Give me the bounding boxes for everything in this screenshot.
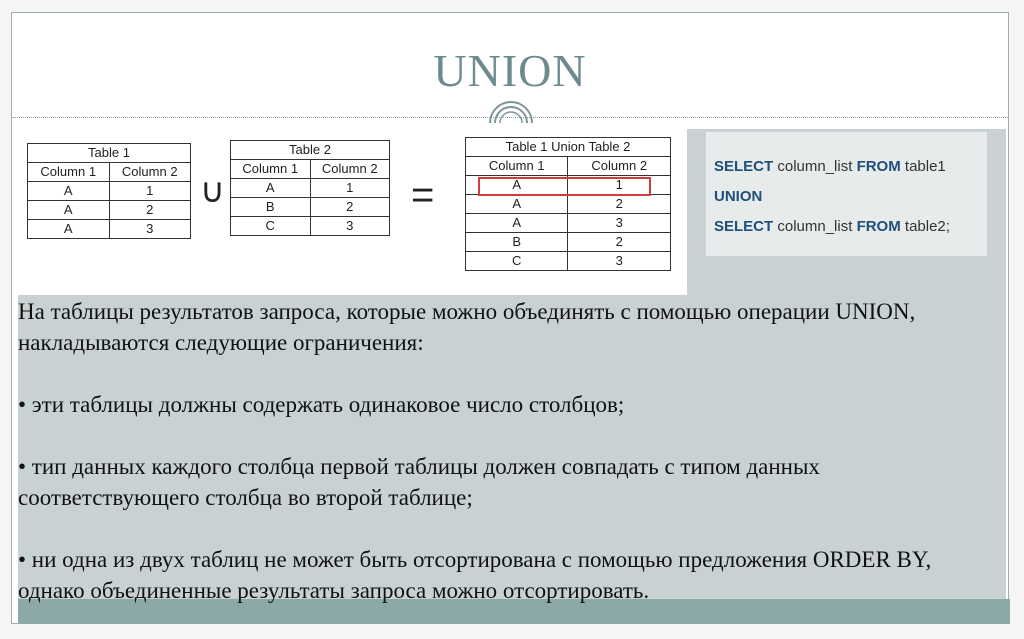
table-cell: A xyxy=(466,195,568,214)
table-cell: A xyxy=(466,214,568,233)
bullet-item: • тип данных каждого столбца первой таблицы должен совпадать с типом данных соответствующего столбца во второй таблице; xyxy=(18,454,820,510)
table-cell: 3 xyxy=(310,217,390,236)
bullet-item: • эти таблицы должны содержать одинаковое число столбцов; xyxy=(18,392,625,417)
sql-line-2 xyxy=(714,188,762,205)
equals-symbol: = xyxy=(411,173,435,217)
bullet-item: • ни одна из двух таблиц не может быть отсортирована с помощью предложения ORDER BY, однако объединенные результаты запроса можно отсортировать. xyxy=(18,547,932,603)
intro-paragraph: На таблицы результатов запроса, которые можно объединять с помощью операции UNION, накладываются следующие ограничения: xyxy=(18,299,916,355)
table-cell: 2 xyxy=(109,201,191,220)
page-bottom-margin xyxy=(0,628,1024,639)
table-cell: A xyxy=(28,201,110,220)
table-cell: 3 xyxy=(568,214,671,233)
table-cell: A xyxy=(28,182,110,201)
table-1-title: Table 1 xyxy=(28,144,191,163)
sql-text: table2; xyxy=(900,218,950,235)
table-header: Column 2 xyxy=(109,163,191,182)
sql-code-box xyxy=(706,132,987,256)
slide-title: UNION xyxy=(433,45,587,96)
sql-keyword: FROM xyxy=(856,158,901,175)
sql-keyword: SELECT xyxy=(714,218,774,235)
table-header: Column 1 xyxy=(28,163,110,182)
duplicate-row-highlight xyxy=(478,177,651,196)
table-2-title: Table 2 xyxy=(231,141,390,160)
slide-body xyxy=(18,296,978,606)
table-header: Column 1 xyxy=(231,160,311,179)
table-cell: 2 xyxy=(568,233,671,252)
table-cell: B xyxy=(231,198,311,217)
sql-keyword: SELECT xyxy=(714,158,774,175)
table-cell: 2 xyxy=(310,198,390,217)
union-figure xyxy=(18,129,687,295)
table-header: Column 2 xyxy=(568,157,671,176)
table-cell: B xyxy=(466,233,568,252)
table-cell: C xyxy=(466,252,568,271)
table-cell: 1 xyxy=(109,182,191,201)
result-table-title: Table 1 Union Table 2 xyxy=(466,138,671,157)
sql-text: column_list xyxy=(773,158,857,175)
sql-text: column_list xyxy=(773,218,857,235)
table-cell: A xyxy=(28,220,110,239)
ring-ornament-icon xyxy=(482,94,540,124)
table-cell: 3 xyxy=(109,220,191,239)
table-cell: 2 xyxy=(568,195,671,214)
table-cell: A xyxy=(231,179,311,198)
table-1 xyxy=(27,143,191,239)
table-cell: A xyxy=(466,176,568,195)
table-cell: 1 xyxy=(568,176,671,195)
table-cell: 1 xyxy=(310,179,390,198)
sql-keyword: FROM xyxy=(856,218,901,235)
sql-line-3 xyxy=(714,218,950,235)
table-cell: C xyxy=(231,217,311,236)
sql-line-1 xyxy=(714,158,946,175)
union-result-table xyxy=(465,137,671,271)
table-cell: 3 xyxy=(568,252,671,271)
table-header: Column 1 xyxy=(466,157,568,176)
sql-keyword: UNION xyxy=(714,188,763,205)
table-header: Column 2 xyxy=(310,160,390,179)
sql-text: table1 xyxy=(900,158,946,175)
union-symbol: ∪ xyxy=(200,172,225,210)
table-2 xyxy=(230,140,390,236)
